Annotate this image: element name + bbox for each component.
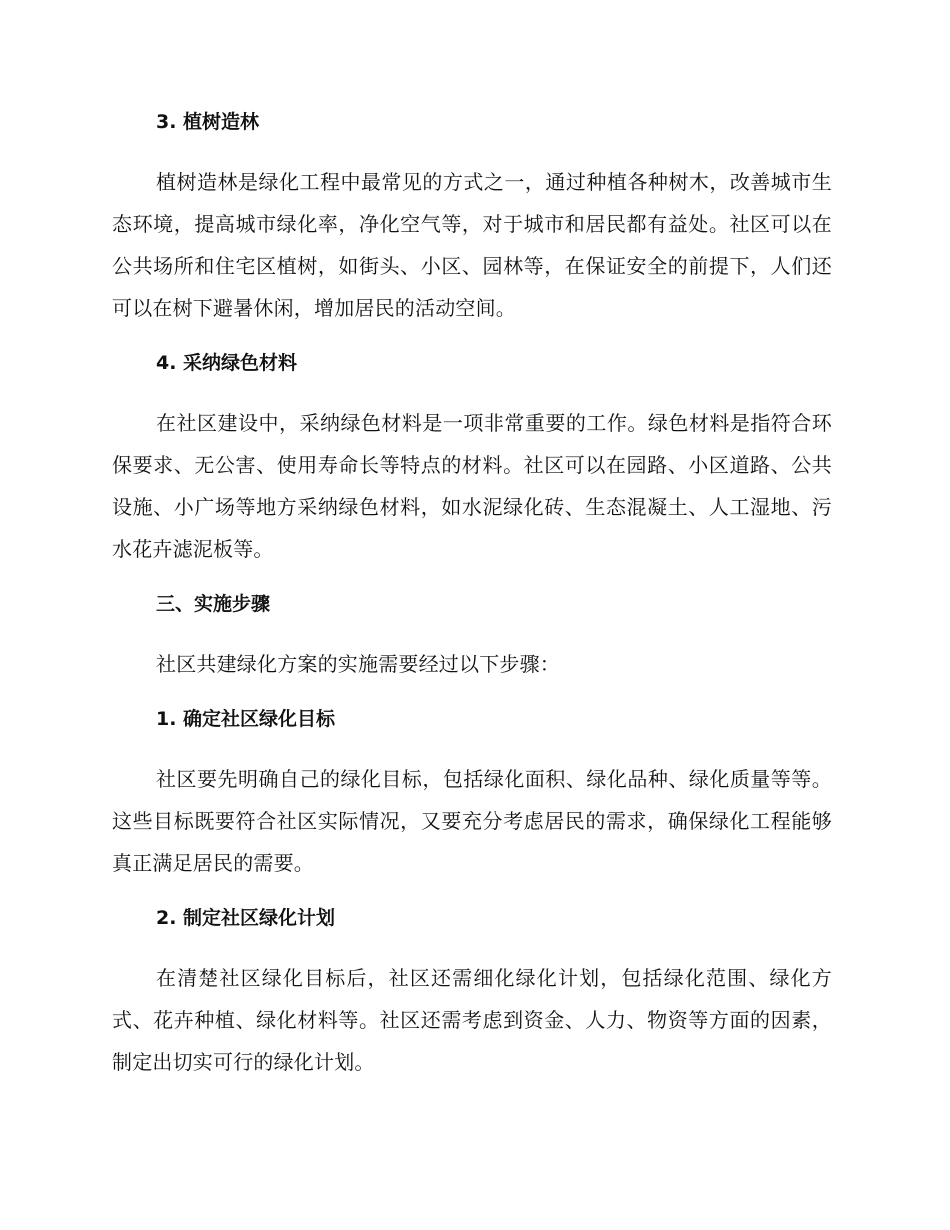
section-heading-green-materials: 4. 采纳绿色材料 [156,352,298,374]
paragraph-implementation-intro: 社区共建绿化方案的实施需要经过以下步骤： [156,652,560,676]
section-heading-define-goals: 1. 确定社区绿化目标 [156,708,336,730]
paragraph-tree-planting: 植树造林是绿化工程中最常见的方式之一，通过种植各种树木，改善城市生态环境，提高城市绿化率，净化空气等，对于城市和居民都有益处。社区可以在公共场所和住宅区植树，如街头、小区、园林等，在保证安全的前提下，人们还可以在树下避暑休闲，增加居民的活动空间。 [112,170,832,320]
section-heading-tree-planting: 3. 植树造林 [156,111,260,133]
section-heading-implementation-steps: 三、实施步骤 [156,593,271,615]
section-heading-make-plan: 2. 制定社区绿化计划 [156,907,336,929]
document-body [112,108,832,1103]
paragraph-green-materials: 在社区建设中，采纳绿色材料是一项非常重要的工作。绿色材料是指符合环保要求、无公害、使用寿命长等特点的材料。社区可以在园路、小区道路、公共设施、小广场等地方采纳绿色材料，如水泥绿化砖、生态混凝土、人工湿地、污水花卉滤泥板等。 [112,411,832,561]
paragraph-make-plan: 在清楚社区绿化目标后，社区还需细化绿化计划，包括绿化范围、绿化方式、花卉种植、绿化材料等。社区还需考虑到资金、人力、物资等方面的因素，制定出切实可行的绿化计划。 [112,966,832,1074]
paragraph-define-goals: 社区要先明确自己的绿化目标，包括绿化面积、绿化品种、绿化质量等等。这些目标既要符合社区实际情况，又要充分考虑居民的需求，确保绿化工程能够真正满足居民的需要。 [112,767,832,875]
